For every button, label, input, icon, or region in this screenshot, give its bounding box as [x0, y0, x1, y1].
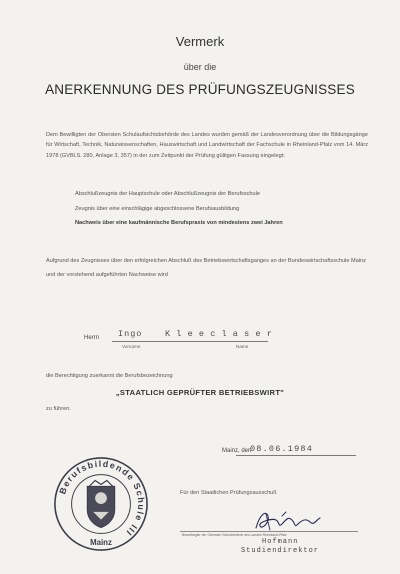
intro-paragraph: Dem Bewilligten der Obersten Schulaufsichtsbehörde des Landes wurden gemäß der Landesverordnung über die Bildungsgänge für Wirtschaft, Technik, Naturwissenschaften, Hauswirtschaft und Landwirtschaft der Fachschule in Rheinland-Pfalz vom 14. März 1978 (GVBl.S. 280, Anlage 3, 357) in der zum Zeitpunkt der Prüfung gültigen Fassung eingelegt: [46, 132, 368, 159]
first-name-value: Ingo [118, 329, 143, 339]
qualification-item: Nachweis über eine kaufmännische Berufspraxis von mindestens zwei Jahren [75, 220, 283, 227]
first-name-label: Vorname [122, 344, 141, 349]
qualification-item: Abschlußzeugnis der Hauptschule oder Abschlußzeugnis der Berufsschule [75, 191, 261, 197]
last-name-value: Kleeclaser [165, 329, 279, 339]
school-seal [52, 455, 150, 553]
place-label: Mainz, den [222, 448, 252, 454]
signatory-name: Hofmann [262, 538, 299, 546]
professional-title: „STAATLICH GEPRÜFTER BETRIEBSWIRT" [115, 388, 285, 397]
issue-date: 08.06.1984 [250, 444, 314, 454]
document-subtitle: über die [183, 62, 217, 72]
signature-caption: Beauftragter der Obersten Schulbehörde des Landes Rheinland-Pfalz [182, 533, 287, 537]
qualification-list [75, 187, 365, 231]
document-title: Vermerk [175, 34, 225, 49]
qualification-item: Zeugnis über eine einschlägige abgeschlossene Berufsausbildung [75, 205, 240, 212]
date-underline [236, 455, 356, 456]
svg-text:Berufsbildende Schule III: Berufsbildende Schule III [57, 458, 147, 539]
signatory-title: Studiendirektor [241, 547, 320, 555]
salutation-label: Herrn [84, 335, 100, 341]
last-name-label: Name [236, 344, 249, 349]
basis-paragraph: Aufgrund des Zeugnisses über den erfolgreichen Abschluß des Betriebswirtschaftsganges an der Bundeswirtschaftsschule Mainz und der vorstehend aufgeführten Nachweise wird [46, 258, 366, 278]
committee-label: Für den Staatlichen Prüfungsausschuß [180, 490, 277, 496]
name-underline [112, 341, 268, 342]
award-closing-text: zu führen. [46, 406, 71, 412]
award-text: die Berechtigung zuerkannt die Berufsbezeichnung [46, 373, 173, 379]
svg-text:Mainz: Mainz [90, 538, 112, 548]
signature-line [180, 531, 358, 532]
document-heading: ANERKENNUNG DES PRÜFUNGSZEUGNISSES [45, 82, 355, 97]
